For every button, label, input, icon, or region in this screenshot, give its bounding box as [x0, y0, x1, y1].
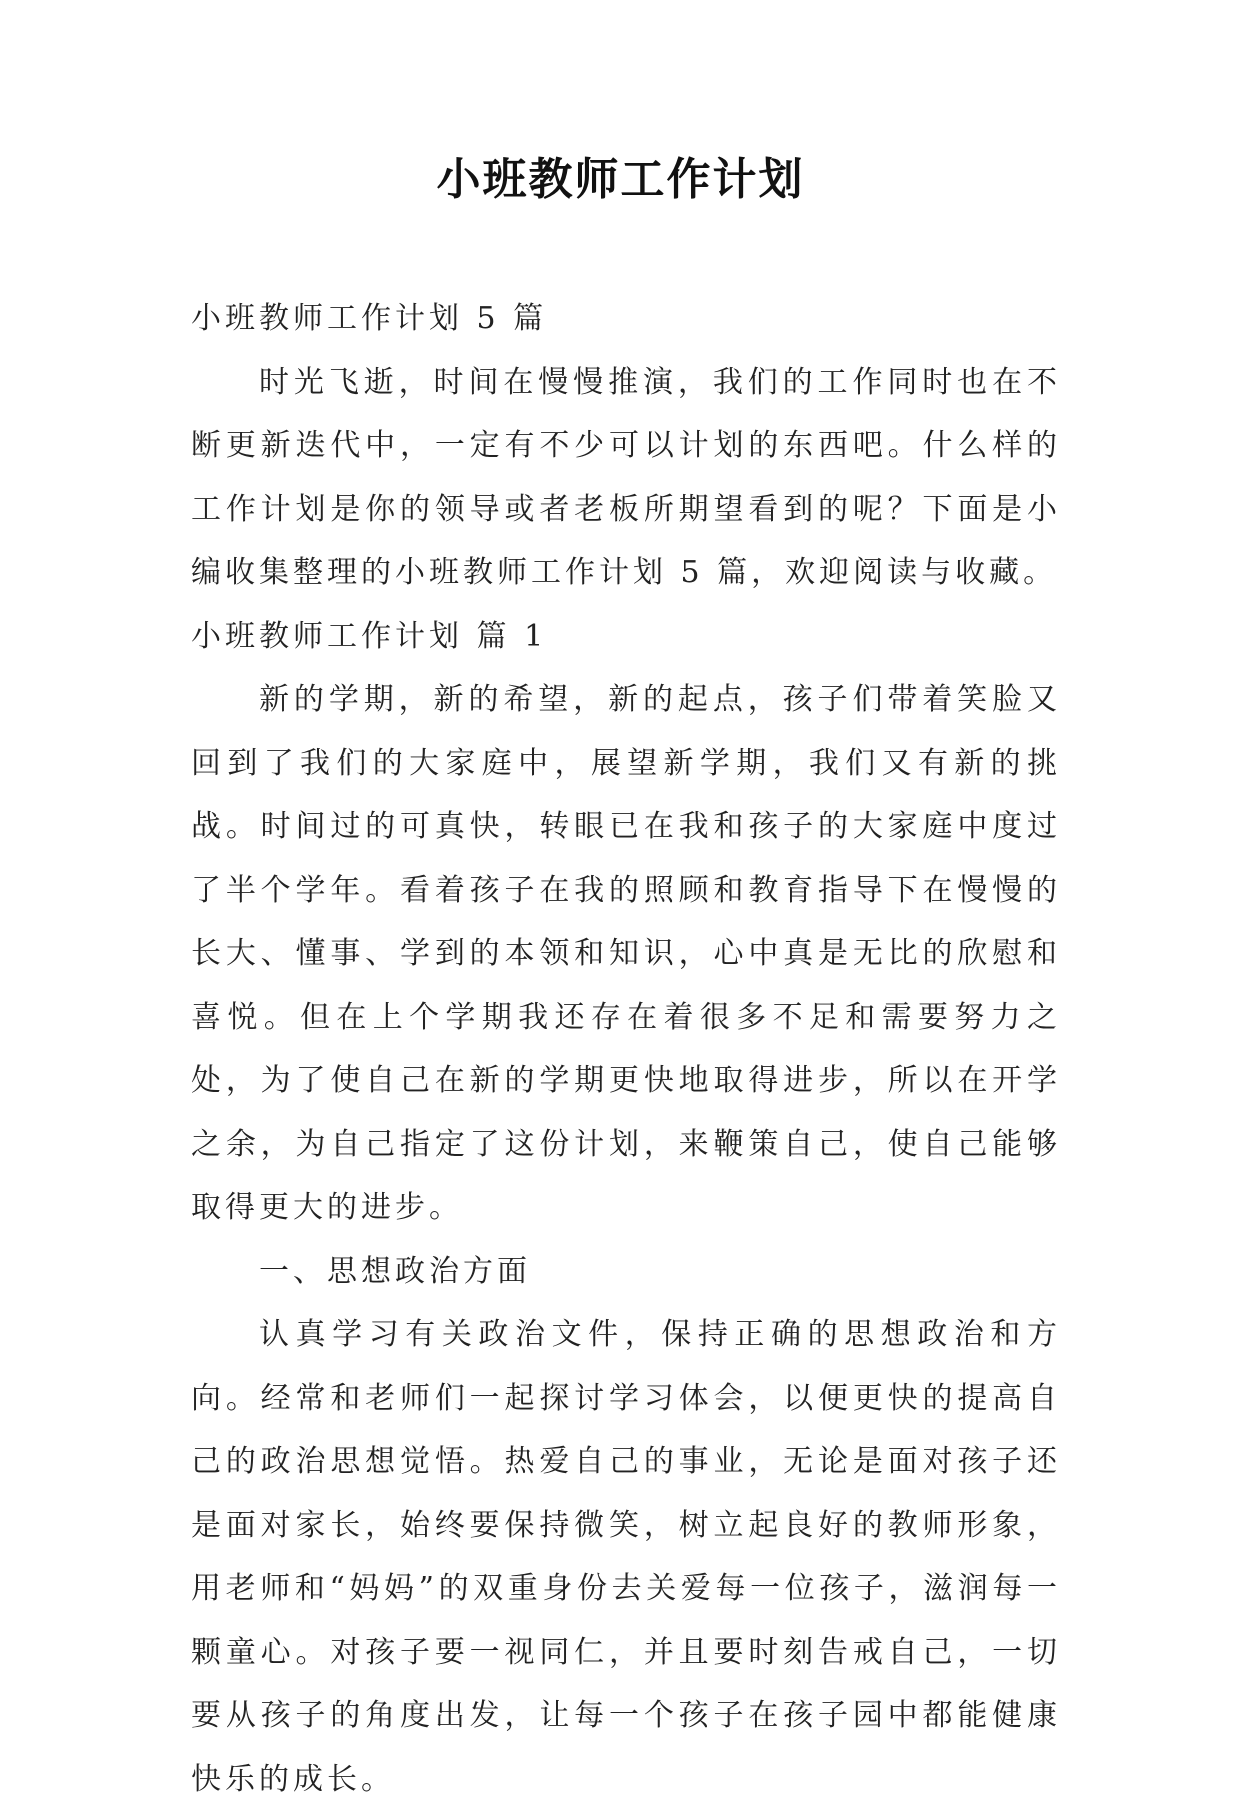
subtitle-line: 小班教师工作计划 5 篇 [191, 301, 548, 336]
document-title: 小班教师工作计划 [436, 154, 805, 205]
document-body [191, 287, 1061, 1811]
section-heading-part-1: 小班教师工作计划 篇 1 [191, 618, 548, 654]
politics-paragraph: 认真学习有关政治文件，保持正确的思想政治和方向。经常和老师们一起探讨学习体会，以便更快的提高自己的政治思想觉悟。热爱自己的事业，无论是面对孩子还是面对家长，始终要保持微笑，树立起良好的教师形象，用老师和“妈妈”的双重身份去关爱每一位孩子，滋润每一颗童心。对孩子要一视同仁，并且要时刻告戒自己，一切要从孩子的角度出发，让每一个孩子在孩子园中都能健康快乐的成长。 [191, 1317, 1061, 1797]
intro-paragraph: 时光飞逝，时间在慢慢推演，我们的工作同时也在不断更新迭代中，一定有不少可以计划的东西吧。什么样的工作计划是你的领导或者老板所期望看到的呢？下面是小编收集整理的小班教师工作计划 5 篇，欢迎阅读与收藏。 [191, 364, 1061, 590]
subsection-heading-politics: 一、思想政治方面 [259, 1253, 531, 1289]
part-1-paragraph: 新的学期，新的希望，新的起点，孩子们带着笑脸又回到了我们的大家庭中，展望新学期，我们又有新的挑战。时间过的可真快，转眼已在我和孩子的大家庭中度过了半个学年。看着孩子在我的照顾和教育指导下在慢慢的长大、懂事、学到的本领和知识，心中真是无比的欣慰和喜悦。但在上个学期我还存在着很多不足和需要努力之处，为了使自己在新的学期更快地取得进步，所以在开学之余，为自己指定了这份计划，来鞭策自己，使自己能够取得更大的进步。 [191, 682, 1061, 1225]
